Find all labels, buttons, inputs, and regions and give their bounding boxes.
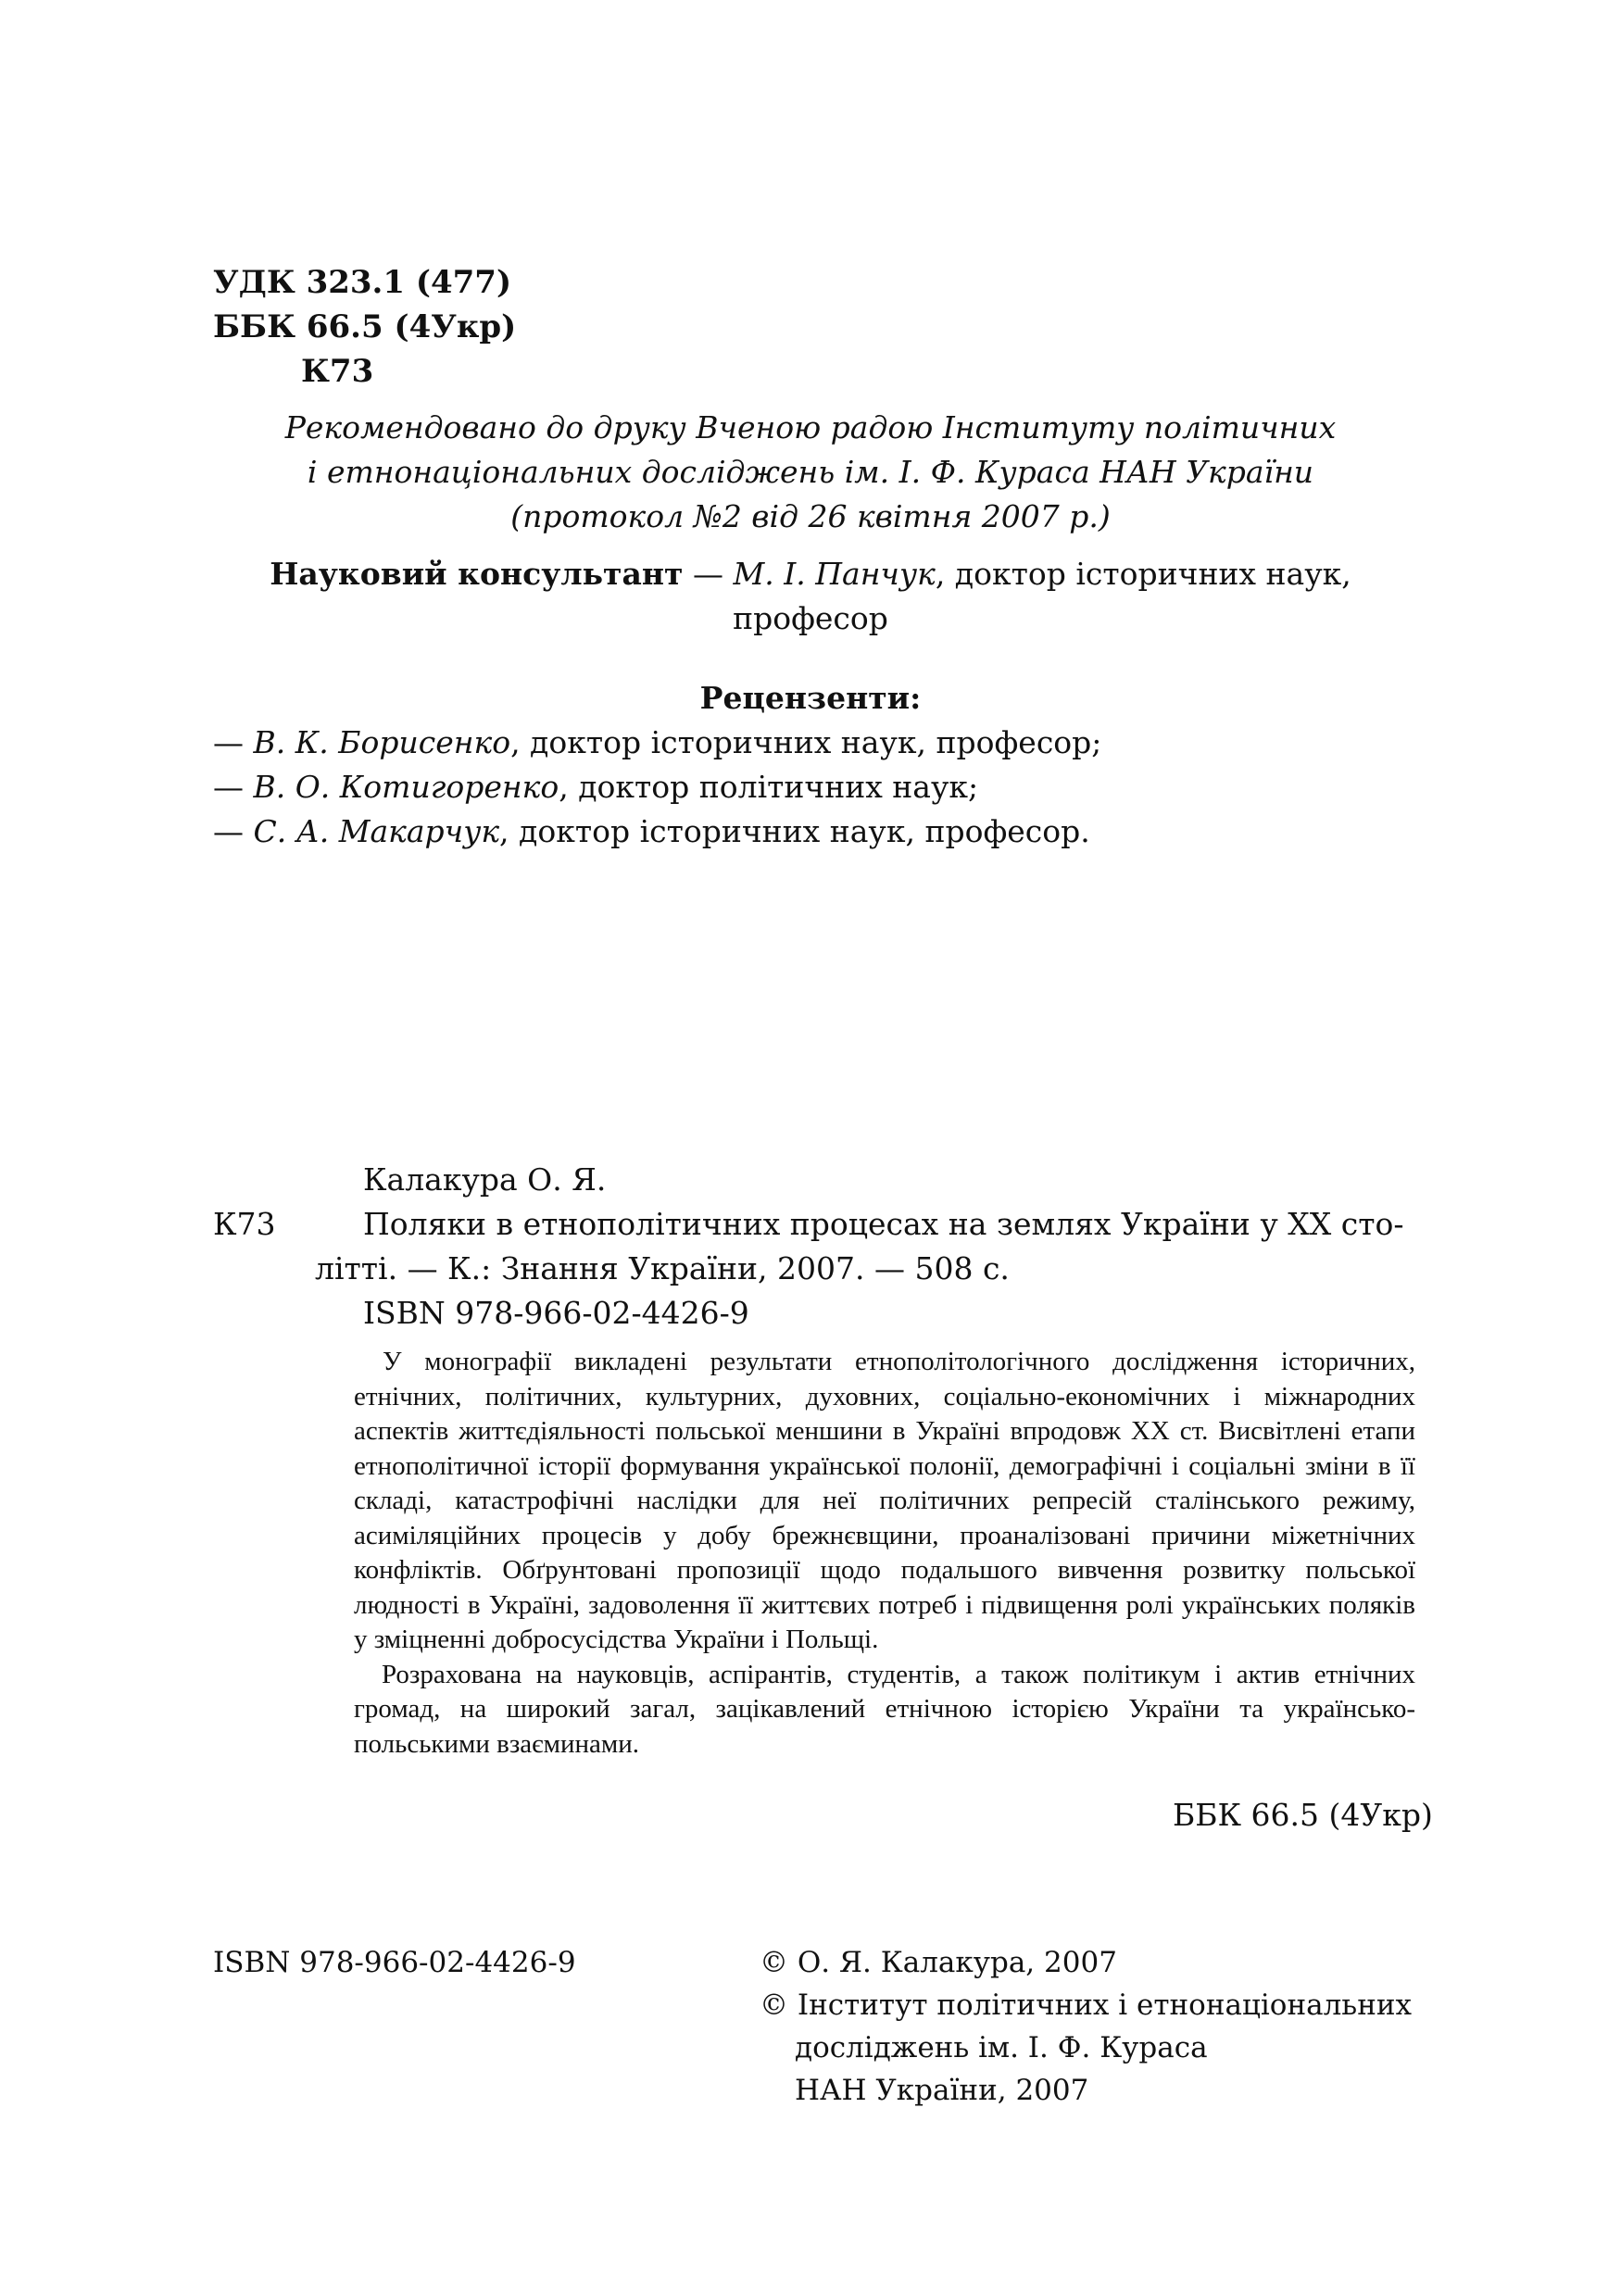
catalog-title-line-2: літті. — К.: Знання України, 2007. — 508 с. bbox=[315, 1250, 1010, 1286]
udk-code: УДК 323.1 (477) bbox=[213, 264, 512, 301]
consultant-line-1 bbox=[222, 552, 1399, 596]
catalog-title-line-1: Поляки в етнополітичних процесах на землях України у ХХ сто- bbox=[363, 1206, 1404, 1242]
reviewers-heading: Рецензенти: bbox=[699, 680, 922, 716]
bbk-code: ББК 66.5 (4Укр) bbox=[213, 308, 517, 345]
imprint-isbn: ISBN 978-966-02-4426-9 bbox=[213, 1946, 576, 1979]
copyright-institute-line-1: © Інститут політичних і етнонаціональних bbox=[760, 1989, 1412, 2022]
reviewer-credentials: , доктор історичних наук, професор; bbox=[510, 724, 1102, 760]
copyright-institute-line-2: досліджень ім. І. Ф. Кураса bbox=[795, 2031, 1208, 2064]
copyright-author: © О. Я. Калакура, 2007 bbox=[760, 1946, 1117, 1979]
reviewer-item bbox=[213, 809, 1090, 854]
consultant-dash: — bbox=[683, 556, 734, 592]
catalog-bbk: ББК 66.5 (4Укр) bbox=[1173, 1797, 1433, 1833]
reviewer-dash: — bbox=[213, 813, 254, 849]
abstract-paragraph-2: Розрахована на науковців, аспірантів, студентів, а також політикум і актив етнічних громад, на широкий загал, зацікавлений етнічною історією України та українсько-польськими взаєминами. bbox=[354, 1659, 1415, 1759]
abstract-paragraph-1: У монографії викладені результати етнополітологічного дослідження історичних, етнічних, політичних, культурних, духовних, соціально-економічних і міжнародних аспектів життєдіяльності польської меншини в Україні впродовж ХХ ст. Висвітлені етапи етнополітичної історії формування української полонії, демографічні і соціальні зміни в її складі, катастрофічні наслідки для неї політичних репресій сталінського режиму, асиміляційних процесів у добу брежнєвщини, проаналізовані причини міжетнічних конфліктів. Обґрунтовані пропозиції щодо подальшого вивчення розвитку польської людності в Україні, задоволення її життєвих потреб і підвищення ролі українських поляків у зміцненні добросусідства України і Польщі. bbox=[354, 1347, 1415, 1654]
reviewer-dash: — bbox=[213, 769, 254, 805]
reviewer-item bbox=[213, 721, 1101, 765]
catalog-mark: К73 bbox=[213, 1206, 276, 1242]
consultant-line-2: професор bbox=[733, 600, 888, 636]
consultant-name: М. І. Панчук bbox=[733, 556, 936, 592]
recommendation-line-2: і етнонаціональних досліджень ім. І. Ф. Кураса НАН України bbox=[307, 454, 1314, 490]
consultant-credentials: , доктор історичних наук, bbox=[935, 556, 1351, 592]
recommendation-line-1: Рекомендовано до друку Вченою радою Інституту політичних bbox=[284, 409, 1337, 445]
catalog-author: Калакура О. Я. bbox=[363, 1161, 607, 1198]
reviewer-credentials: , доктор політичних наук; bbox=[559, 769, 979, 805]
reviewer-item bbox=[213, 765, 978, 809]
author-mark: К73 bbox=[301, 353, 374, 390]
recommendation-line-3: (протокол №2 від 26 квітня 2007 р.) bbox=[510, 498, 1111, 534]
catalog-isbn: ISBN 978-966-02-4426-9 bbox=[363, 1295, 749, 1331]
consultant-label: Науковий консультант bbox=[270, 556, 684, 592]
copyright-institute-line-3: НАН України, 2007 bbox=[795, 2074, 1089, 2107]
reviewer-dash: — bbox=[213, 724, 254, 760]
reviewer-credentials: , доктор історичних наук, професор. bbox=[499, 813, 1090, 849]
reviewer-name: С. А. Макарчук bbox=[253, 813, 500, 849]
reviewer-name: В. К. Борисенко bbox=[253, 724, 511, 760]
catalog-abstract bbox=[354, 1345, 1415, 1762]
reviewer-name: В. О. Котигоренко bbox=[253, 769, 559, 805]
